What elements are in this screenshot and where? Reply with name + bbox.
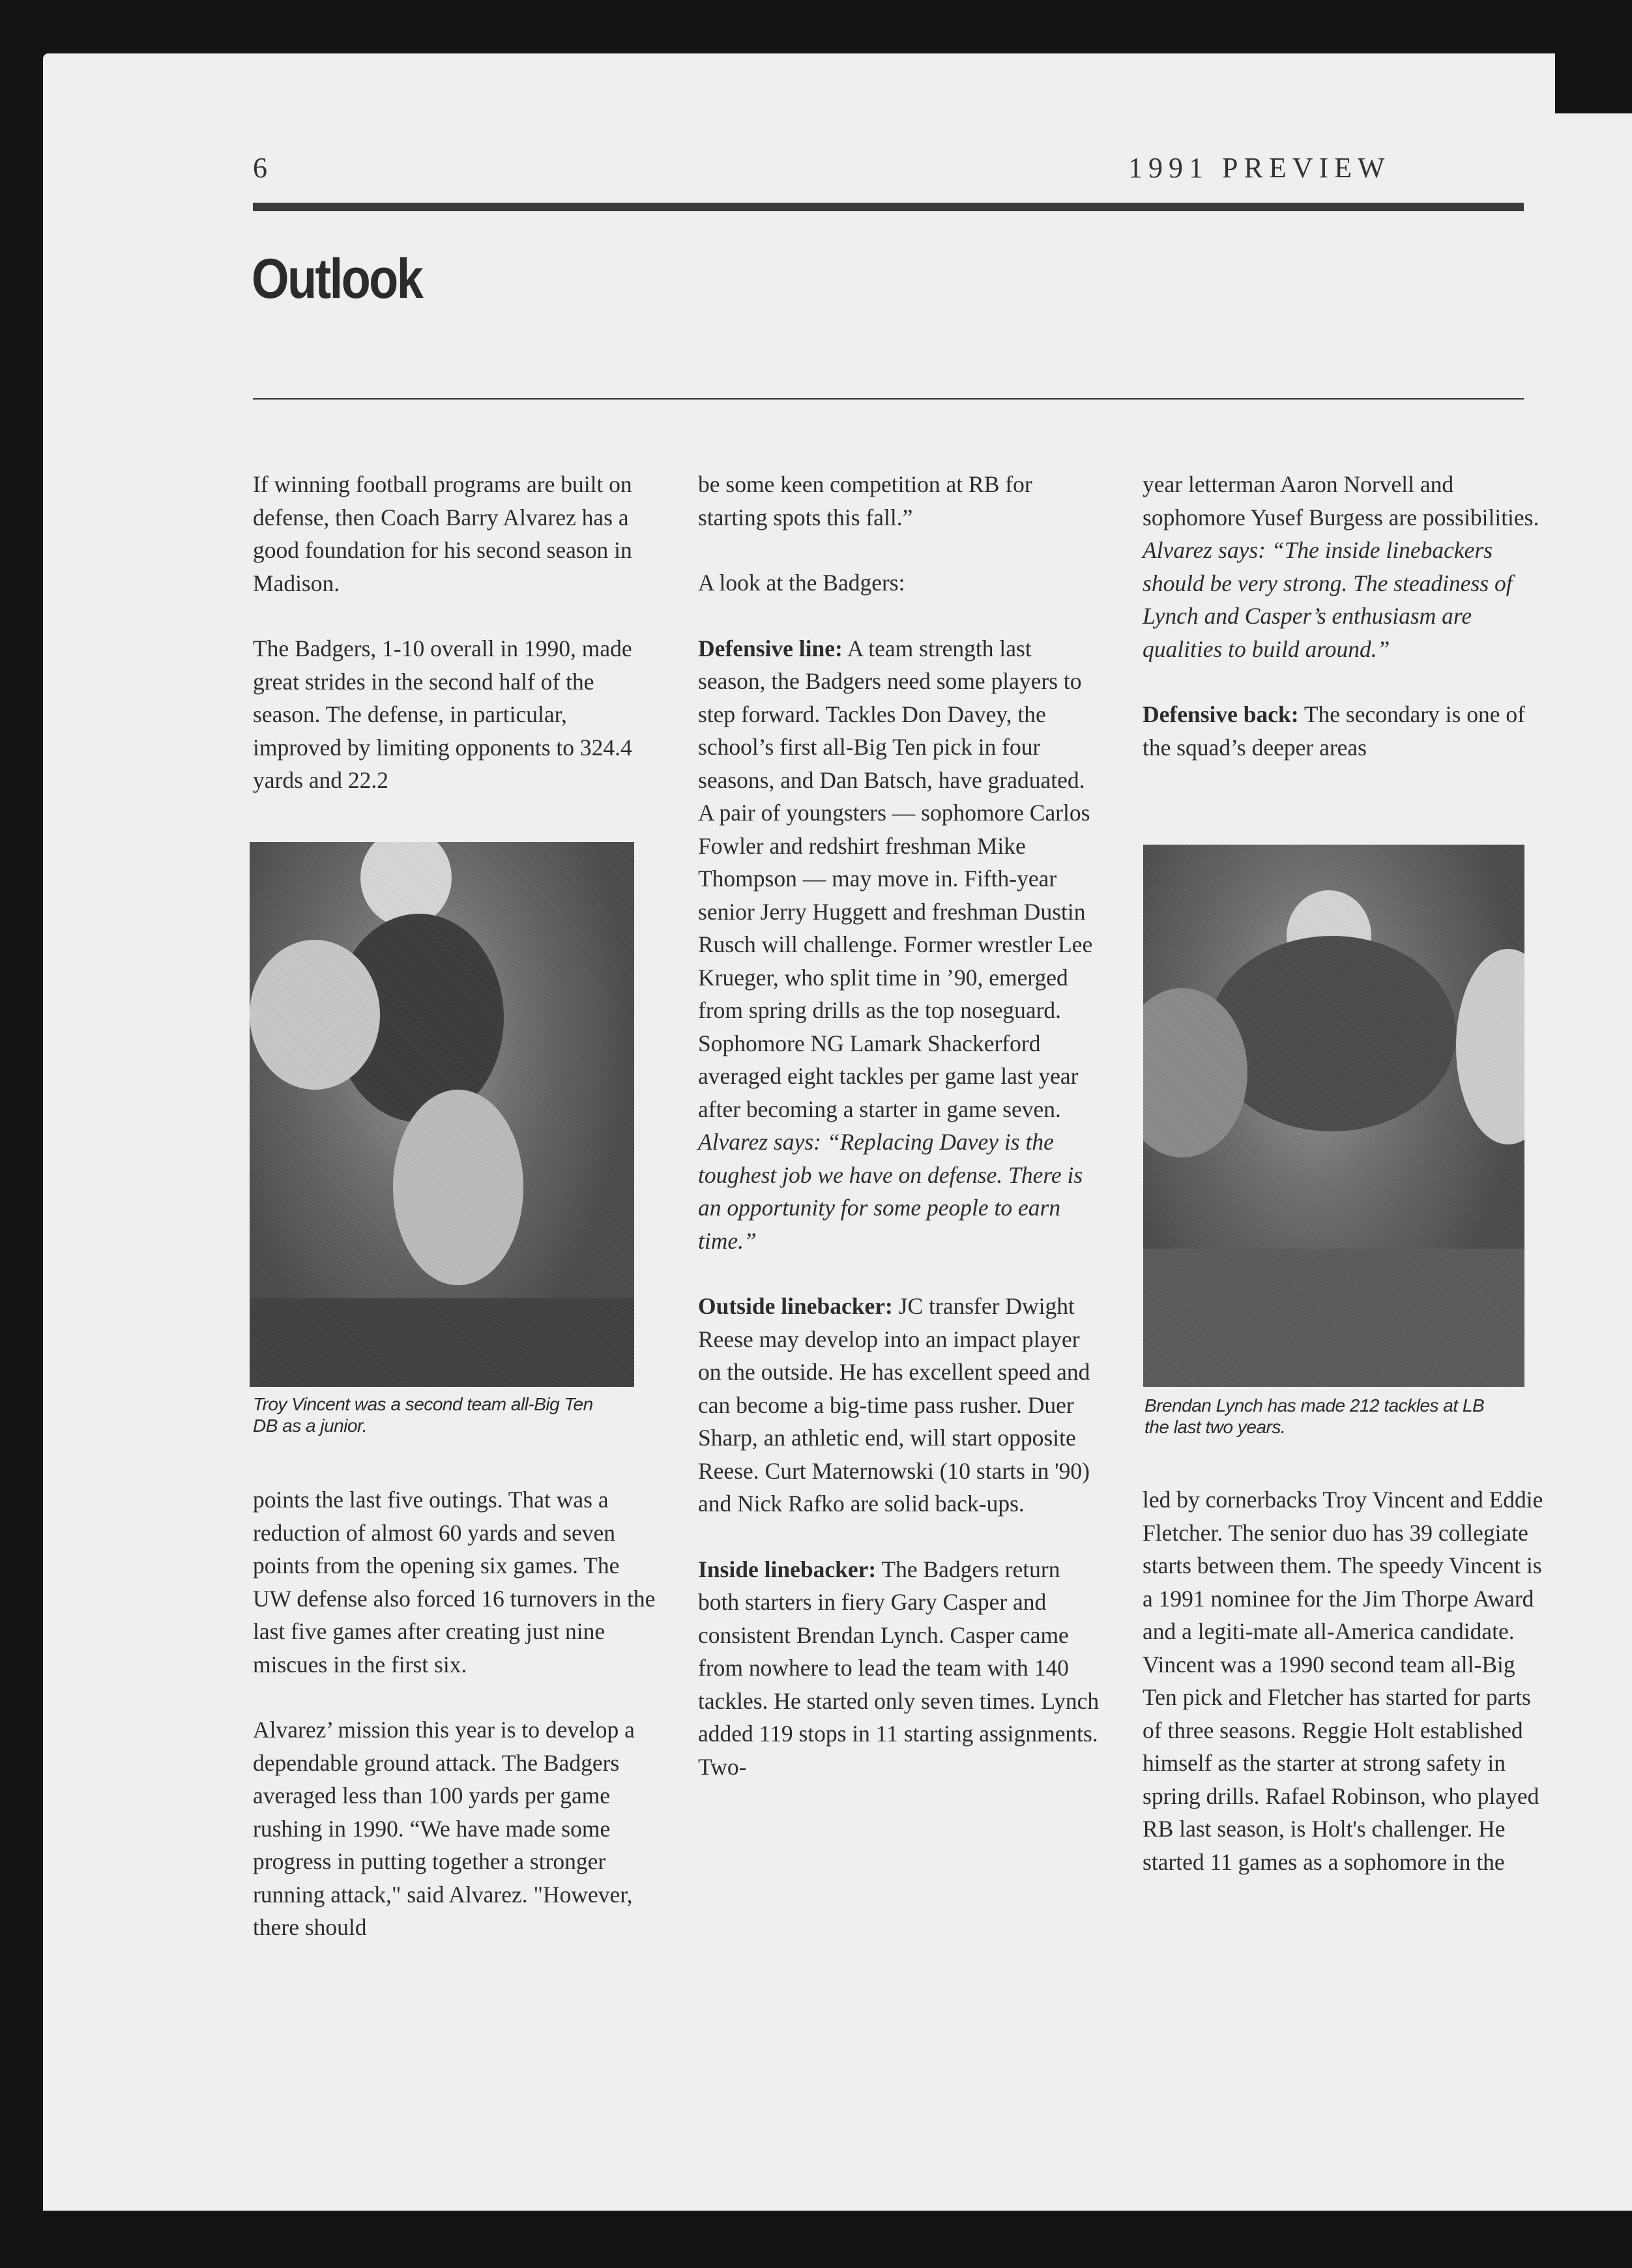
coach-quote: Alvarez says: “The inside linebackers should be very strong. The steadiness of Lynch and Casper’s enthusiasm are qualities to build around.” — [1143, 537, 1513, 662]
subhead-outside-linebacker: Outside linebacker: — [698, 1293, 893, 1319]
opponent-shape — [1456, 949, 1524, 1144]
section-text: year letterman Aaron Norvell and sophomore Yusef Burgess are possibilities. — [1143, 471, 1539, 531]
scan-edge-shadow — [1555, 53, 1632, 113]
defender-shape — [250, 940, 380, 1090]
column-3-bottom — [1143, 1483, 1547, 1911]
helmet-shape — [360, 842, 452, 927]
paragraph: If winning football programs are built on defense, then Coach Barry Alvarez has a good foundation for his second season in Madison. — [253, 471, 632, 596]
page-title: Outlook — [252, 248, 422, 310]
section-text: JC transfer Dwight Reese may develop into an impact player on the outside. He has excellent speed and can become a big-time pass rusher. Duer Sharp, an athletic end, will start opposite Reese. Curt Maternowski (10 starts in '90) and Nick Rafko are solid back-ups. — [698, 1293, 1090, 1517]
helmet-shape — [1287, 890, 1371, 981]
column-2 — [698, 468, 1102, 1816]
column-1-top — [253, 468, 657, 830]
header-rule — [253, 203, 1524, 211]
subhead-defensive-back: Defensive back: — [1143, 701, 1299, 727]
paragraph: be some keen competition at RB for starting spots this fall.” — [698, 471, 1032, 531]
defensive-back-section — [1143, 698, 1547, 764]
teammate-shape — [1143, 988, 1247, 1157]
paragraph: The Badgers, 1-10 overall in 1990, made great strides in the second half of the season. The defense, in particular, improved by limiting opponents to 324.4 yards and 22.2 — [253, 635, 632, 793]
paragraph: points the last five outings. That was a reduction of almost 60 yards and seven points from the opening six games. The UW defense also forced 16 turnovers in the last five games after creating just nine miscues in the first six. — [253, 1487, 656, 1678]
page-number: 6 — [253, 152, 267, 184]
player-torso-shape — [334, 914, 504, 1122]
magazine-page — [43, 53, 1632, 2211]
subhead-defensive-line: Defensive line: — [698, 635, 843, 662]
turf-shape — [1143, 1249, 1524, 1387]
defensive-line-section — [698, 632, 1102, 1258]
photo-caption: Brendan Lynch has made 212 tackles at LB the last two years. — [1144, 1395, 1485, 1437]
paragraph: led by cornerbacks Troy Vincent and Eddie Fletcher. The senior duo has 39 collegiate starts between them. The speedy Vincent is a 1991 nominee for the Jim Thorpe Award and a legiti-mate all-America candidate. Vincent was a 1990 second team all-Big Ten pick and Fletcher has started for parts of three seasons. Reggie Holt established himself as the starter at strong safety in spring drills. Rafael Robinson, who played RB last season, is Holt's challenger. He started 11 games as a sophomore in the — [1143, 1487, 1543, 1875]
outside-linebacker-section — [698, 1290, 1102, 1520]
turf-shape — [250, 1298, 634, 1387]
subhead-inside-linebacker: Inside linebacker: — [698, 1556, 877, 1582]
title-rule — [253, 398, 1524, 400]
player-torso-shape — [1208, 936, 1456, 1131]
photo-troy-vincent — [250, 842, 634, 1387]
section-text: The secondary is one of the squad’s deeper areas — [1143, 701, 1525, 761]
paragraph: Alvarez’ mission this year is to develop a dependable ground attack. The Badgers averaged less than 100 yards per game rushing in 1990. “We have made some progress in putting together a stronger running attack," said Alvarez. "However, there should — [253, 1717, 635, 1940]
column-1-bottom — [253, 1483, 657, 1977]
section-text: A team strength last season, the Badgers need some players to step forward. Tackles Don Davey, the school’s first all-Big Ten pick in four seasons, and Dan Batsch, have graduated. A pair of youngsters — sophomore Carlos Fowler and redshirt freshman Mike Thompson — may move in. Fifth-year senior Jerry Huggett and freshman Dustin Rusch will challenge. Former wrestler Lee Krueger, who split time in ’90, emerged from spring drills as the top noseguard. Sophomore NG Lamark Shackerford averaged eight tackles per game last year after becoming a starter in game seven. — [698, 635, 1093, 1122]
paragraph — [1143, 468, 1547, 665]
column-3-top — [1143, 468, 1547, 796]
section-title: 1991 PREVIEW — [1128, 152, 1391, 184]
section-text: The Badgers return both starters in fiery Gary Casper and consistent Brendan Lynch. Casper came from nowhere to lead the team with 140 tackles. He started only seven times. Lynch added 119 stops in 11 starting assignments. Two- — [698, 1556, 1100, 1780]
paragraph: A look at the Badgers: — [698, 570, 905, 596]
inside-linebacker-section — [698, 1553, 1102, 1784]
photo-caption: Troy Vincent was a second team all-Big Ten DB as a junior. — [253, 1394, 593, 1436]
player-legs-shape — [393, 1090, 523, 1285]
photo-brendan-lynch — [1143, 845, 1524, 1387]
coach-quote: Alvarez says: “Replacing Davey is the toughest job we have on defense. There is an opportunity for some people to earn time.” — [698, 1129, 1083, 1254]
